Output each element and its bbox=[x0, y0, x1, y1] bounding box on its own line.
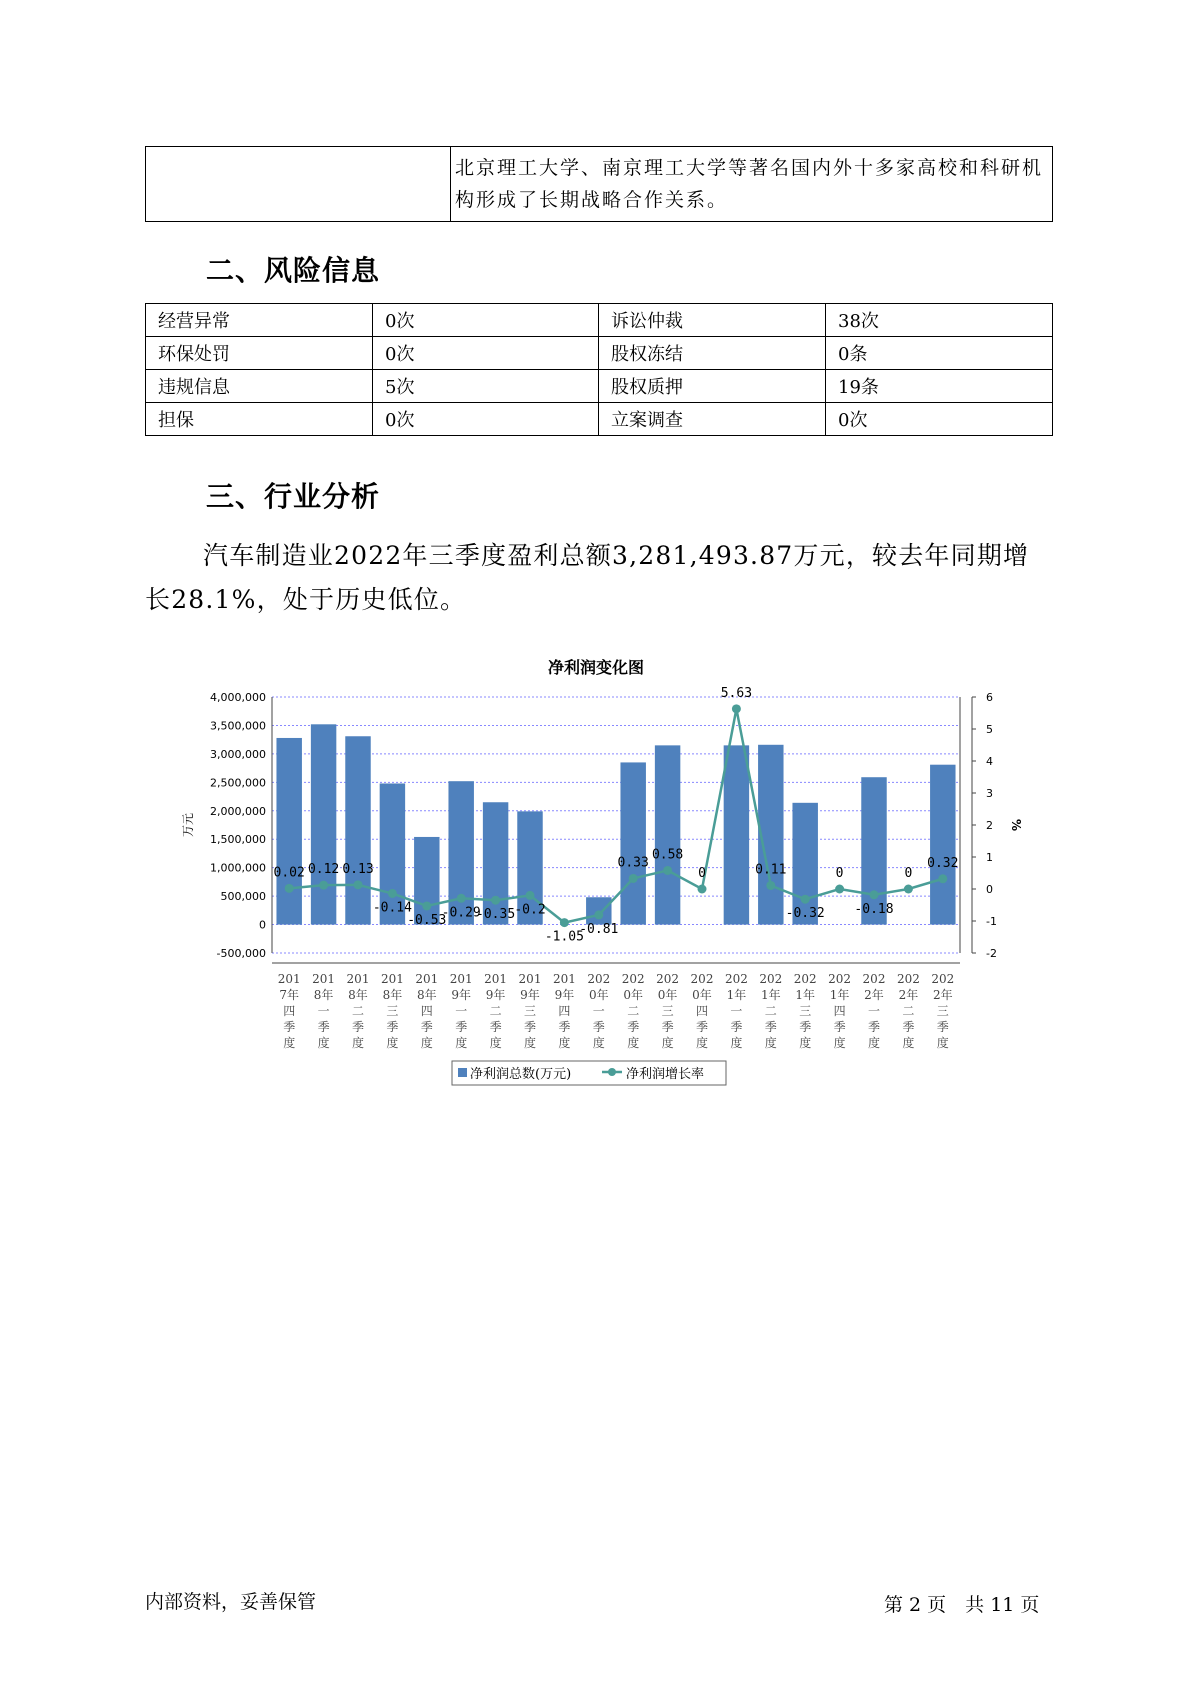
x-tick-label: 度 bbox=[902, 1036, 915, 1050]
chart-svg bbox=[170, 645, 1050, 1105]
x-tick-label: 季 bbox=[833, 1020, 846, 1034]
x-tick-label: 一 bbox=[730, 1004, 743, 1018]
growth-point bbox=[766, 881, 775, 890]
x-tick-label: 季 bbox=[936, 1020, 949, 1034]
x-tick-label: 一 bbox=[455, 1004, 468, 1018]
growth-point bbox=[491, 896, 500, 905]
y2-tick-label: 4 bbox=[986, 755, 993, 768]
x-tick-label: 季 bbox=[592, 1020, 605, 1034]
x-tick-label: 度 bbox=[730, 1036, 743, 1050]
x-tick-label: 度 bbox=[558, 1036, 571, 1050]
x-tick-label: 8年 bbox=[416, 988, 437, 1002]
x-tick-label: 202 bbox=[896, 972, 920, 986]
y2-tick-label: 1 bbox=[986, 851, 993, 864]
growth-data-label: -1.05 bbox=[544, 929, 584, 945]
growth-point bbox=[354, 880, 363, 889]
growth-data-label: 0.33 bbox=[617, 855, 649, 871]
growth-data-label: 5.63 bbox=[720, 685, 753, 701]
x-tick-label: 度 bbox=[661, 1036, 674, 1050]
x-tick-label: 度 bbox=[283, 1036, 296, 1050]
x-tick-label: 201 bbox=[484, 972, 508, 986]
x-tick-label: 季 bbox=[317, 1020, 330, 1034]
x-tick-label: 202 bbox=[690, 972, 714, 986]
x-tick-label: 202 bbox=[587, 972, 611, 986]
y2-tick-label: -2 bbox=[986, 947, 997, 960]
x-tick-label: 202 bbox=[828, 972, 852, 986]
x-tick-label: 季 bbox=[764, 1020, 777, 1034]
x-tick-label: 度 bbox=[799, 1036, 812, 1050]
x-tick-label: 2年 bbox=[898, 988, 919, 1002]
x-tick-label: 四 bbox=[695, 1004, 709, 1018]
y2-axis-label: % bbox=[1009, 818, 1023, 832]
y2-tick-label: 2 bbox=[986, 819, 993, 832]
risk-label: 股权质押 bbox=[599, 370, 826, 403]
y-tick-label: 2,500,000 bbox=[210, 776, 266, 790]
x-tick-label: 8年 bbox=[313, 988, 334, 1002]
x-tick-label: 202 bbox=[656, 972, 680, 986]
growth-data-label: -0.35 bbox=[476, 907, 516, 923]
x-tick-label: 202 bbox=[724, 972, 748, 986]
growth-data-label: -0.53 bbox=[407, 912, 447, 928]
risk-label: 立案调查 bbox=[599, 403, 826, 436]
growth-point bbox=[629, 874, 638, 883]
x-tick-label: 8年 bbox=[382, 988, 403, 1002]
x-tick-label: 201 bbox=[552, 972, 576, 986]
x-tick-label: 度 bbox=[455, 1036, 468, 1050]
legend-bar-label: 净利润总数(万元) bbox=[470, 1067, 572, 1082]
x-tick-label: 202 bbox=[931, 972, 955, 986]
growth-data-label: 0 bbox=[835, 866, 844, 881]
x-tick-label: 度 bbox=[867, 1036, 881, 1050]
x-tick-label: 三 bbox=[799, 1004, 812, 1018]
growth-data-label: -0.81 bbox=[579, 921, 619, 937]
y-tick-label: 1,500,000 bbox=[210, 833, 266, 847]
x-tick-label: 四 bbox=[283, 1004, 296, 1018]
y-tick-label: 0 bbox=[259, 918, 266, 932]
y2-tick-label: -1 bbox=[986, 915, 997, 928]
x-tick-label: 季 bbox=[902, 1020, 915, 1034]
growth-point bbox=[594, 910, 603, 919]
y-axis-label: 万元 bbox=[181, 812, 195, 838]
x-tick-label: 1年 bbox=[726, 988, 747, 1002]
bar bbox=[724, 745, 749, 924]
x-tick-label: 季 bbox=[283, 1020, 296, 1034]
risk-label: 股权冻结 bbox=[599, 337, 826, 370]
x-tick-label: 季 bbox=[523, 1020, 537, 1034]
y-tick-label: 4,000,000 bbox=[210, 691, 266, 704]
growth-data-label: 0.11 bbox=[755, 862, 787, 878]
x-tick-label: 季 bbox=[489, 1020, 502, 1034]
growth-data-label: -0.18 bbox=[854, 901, 894, 917]
bar bbox=[276, 738, 301, 925]
net-profit-chart bbox=[170, 645, 1050, 1105]
growth-point bbox=[835, 885, 844, 894]
x-tick-label: 季 bbox=[455, 1020, 468, 1034]
x-tick-label: 季 bbox=[867, 1020, 881, 1034]
y-tick-label: 1,000,000 bbox=[210, 861, 266, 875]
growth-point bbox=[388, 889, 397, 898]
x-tick-label: 度 bbox=[489, 1036, 502, 1050]
growth-data-label: 0.02 bbox=[273, 865, 305, 881]
x-tick-label: 201 bbox=[346, 972, 370, 986]
x-tick-label: 度 bbox=[627, 1036, 640, 1050]
industry-paragraph: 汽车制造业2022年三季度盈利总额3,281,493.87万元，较去年同期增长28.1%，处于历史低位。 bbox=[145, 541, 1030, 614]
x-tick-label: 度 bbox=[386, 1036, 399, 1050]
bar bbox=[655, 745, 680, 924]
risk-table bbox=[145, 303, 1053, 436]
x-tick-label: 季 bbox=[558, 1020, 571, 1034]
x-tick-label: 201 bbox=[312, 972, 336, 986]
x-tick-label: 201 bbox=[380, 972, 404, 986]
x-tick-label: 一 bbox=[867, 1004, 881, 1018]
risk-label: 担保 bbox=[146, 403, 373, 436]
x-tick-label: 度 bbox=[764, 1036, 777, 1050]
y-tick-label: -500,000 bbox=[216, 947, 266, 960]
x-tick-label: 201 bbox=[449, 972, 473, 986]
chart-title: 净利润变化图 bbox=[547, 658, 645, 677]
x-tick-label: 度 bbox=[317, 1036, 330, 1050]
x-tick-label: 季 bbox=[351, 1020, 365, 1034]
growth-point bbox=[904, 885, 913, 894]
x-tick-label: 0年 bbox=[623, 988, 644, 1002]
y2-tick-label: 6 bbox=[986, 691, 993, 704]
x-tick-label: 四 bbox=[558, 1004, 571, 1018]
section-heading-risk: 二、风险信息 bbox=[206, 254, 381, 287]
x-tick-label: 201 bbox=[415, 972, 439, 986]
x-tick-label: 度 bbox=[351, 1036, 365, 1050]
growth-point bbox=[732, 704, 741, 713]
x-tick-label: 二 bbox=[351, 1004, 365, 1018]
risk-value: 0次 bbox=[826, 403, 1053, 436]
growth-data-label: 0 bbox=[904, 866, 913, 881]
growth-data-label: 0 bbox=[698, 866, 706, 881]
page-number: 第 2 页 共 11 页 bbox=[884, 1594, 1040, 1616]
risk-row bbox=[146, 337, 1053, 370]
x-tick-label: 季 bbox=[420, 1020, 433, 1034]
growth-point bbox=[938, 874, 947, 883]
intro-right-cell: 北京理工大学、南京理工大学等著名国内外十多家高校和科研机构形成了长期战略合作关系。 bbox=[451, 147, 1053, 222]
legend-line-marker bbox=[608, 1068, 616, 1076]
legend-bar-swatch bbox=[458, 1068, 467, 1077]
x-tick-label: 2年 bbox=[864, 988, 884, 1002]
bar bbox=[414, 837, 439, 925]
x-tick-label: 9年 bbox=[554, 988, 575, 1002]
x-tick-label: 8年 bbox=[348, 988, 368, 1002]
risk-value: 5次 bbox=[373, 370, 599, 403]
y2-tick-label: 5 bbox=[986, 723, 993, 736]
x-tick-label: 季 bbox=[695, 1020, 709, 1034]
bar bbox=[311, 724, 336, 924]
x-tick-label: 202 bbox=[759, 972, 783, 986]
x-tick-label: 1年 bbox=[760, 988, 781, 1002]
growth-point bbox=[526, 891, 535, 900]
section-heading-industry: 三、行业分析 bbox=[206, 480, 381, 513]
intro-left-cell bbox=[146, 147, 451, 222]
x-tick-label: 季 bbox=[386, 1020, 399, 1034]
risk-value: 0条 bbox=[826, 337, 1053, 370]
x-tick-label: 季 bbox=[627, 1020, 640, 1034]
growth-data-label: 0.13 bbox=[342, 861, 374, 877]
growth-point bbox=[457, 894, 466, 903]
growth-data-label: 0.32 bbox=[927, 855, 959, 871]
y-tick-label: 3,000,000 bbox=[210, 747, 266, 761]
x-tick-label: 三 bbox=[936, 1004, 949, 1018]
x-tick-label: 四 bbox=[833, 1004, 846, 1018]
x-tick-label: 0年 bbox=[657, 988, 678, 1002]
risk-row bbox=[146, 304, 1053, 337]
x-tick-label: 二 bbox=[627, 1004, 640, 1018]
risk-value: 0次 bbox=[373, 304, 599, 337]
growth-point bbox=[422, 901, 431, 910]
bar bbox=[345, 736, 370, 924]
x-tick-label: 三 bbox=[523, 1004, 537, 1018]
growth-data-label: -0.32 bbox=[785, 906, 825, 922]
growth-point bbox=[870, 890, 879, 899]
risk-row bbox=[146, 370, 1053, 403]
legend-line-label: 净利润增长率 bbox=[626, 1067, 705, 1082]
growth-point bbox=[285, 884, 294, 893]
risk-label: 环保处罚 bbox=[146, 337, 373, 370]
x-tick-label: 季 bbox=[799, 1020, 812, 1034]
risk-value: 38次 bbox=[826, 304, 1053, 337]
x-tick-label: 度 bbox=[695, 1036, 709, 1050]
bar bbox=[620, 762, 645, 924]
growth-point bbox=[698, 885, 707, 894]
risk-row bbox=[146, 403, 1053, 436]
x-tick-label: 二 bbox=[902, 1004, 915, 1018]
x-tick-label: 二 bbox=[489, 1004, 502, 1018]
bar bbox=[448, 781, 473, 924]
x-tick-label: 201 bbox=[518, 972, 542, 986]
y-tick-label: 2,000,000 bbox=[210, 804, 266, 818]
risk-value: 0次 bbox=[373, 337, 599, 370]
growth-data-label: -0.29 bbox=[441, 905, 481, 921]
risk-value: 0次 bbox=[373, 403, 599, 436]
footer-confidential: 内部资料，妥善保管 bbox=[145, 1591, 317, 1613]
growth-data-label: 0.12 bbox=[307, 862, 340, 878]
growth-point bbox=[663, 866, 672, 875]
growth-point bbox=[801, 895, 810, 904]
x-tick-label: 0年 bbox=[588, 988, 609, 1002]
y2-tick-label: 0 bbox=[986, 883, 993, 896]
risk-label: 经营异常 bbox=[146, 304, 373, 337]
x-tick-label: 度 bbox=[936, 1036, 949, 1050]
x-tick-label: 度 bbox=[592, 1036, 605, 1050]
x-tick-label: 三 bbox=[661, 1004, 674, 1018]
x-tick-label: 9年 bbox=[520, 988, 540, 1002]
x-tick-label: 1年 bbox=[795, 988, 816, 1002]
risk-label: 诉讼仲裁 bbox=[599, 304, 826, 337]
x-tick-label: 一 bbox=[592, 1004, 605, 1018]
x-tick-label: 季 bbox=[661, 1020, 674, 1034]
x-tick-label: 0年 bbox=[692, 988, 712, 1002]
growth-point bbox=[319, 881, 328, 890]
x-tick-label: 9年 bbox=[451, 988, 472, 1002]
x-tick-label: 季 bbox=[730, 1020, 743, 1034]
x-tick-label: 度 bbox=[420, 1036, 433, 1050]
x-tick-label: 四 bbox=[420, 1004, 433, 1018]
x-tick-label: 2年 bbox=[932, 988, 953, 1002]
growth-data-label: -0.2 bbox=[514, 902, 546, 918]
y-tick-label: 3,500,000 bbox=[210, 719, 266, 733]
x-tick-label: 度 bbox=[523, 1036, 537, 1050]
y2-tick-label: 3 bbox=[986, 787, 993, 800]
growth-point bbox=[560, 918, 569, 927]
growth-data-label: 0.58 bbox=[651, 847, 684, 863]
x-tick-label: 202 bbox=[793, 972, 817, 986]
x-tick-label: 三 bbox=[386, 1004, 399, 1018]
x-tick-label: 7年 bbox=[279, 988, 300, 1002]
x-tick-label: 一 bbox=[317, 1004, 330, 1018]
y-tick-label: 500,000 bbox=[220, 890, 266, 904]
x-tick-label: 9年 bbox=[485, 988, 506, 1002]
bar bbox=[930, 765, 955, 925]
x-tick-label: 1年 bbox=[829, 988, 850, 1002]
risk-value: 19条 bbox=[826, 370, 1053, 403]
growth-data-label: -0.14 bbox=[372, 900, 412, 916]
x-tick-label: 201 bbox=[277, 972, 301, 986]
x-tick-label: 二 bbox=[764, 1004, 777, 1018]
x-tick-label: 度 bbox=[833, 1036, 846, 1050]
x-tick-label: 202 bbox=[621, 972, 645, 986]
risk-label: 违规信息 bbox=[146, 370, 373, 403]
x-tick-label: 202 bbox=[862, 972, 886, 986]
intro-table bbox=[145, 146, 1053, 222]
